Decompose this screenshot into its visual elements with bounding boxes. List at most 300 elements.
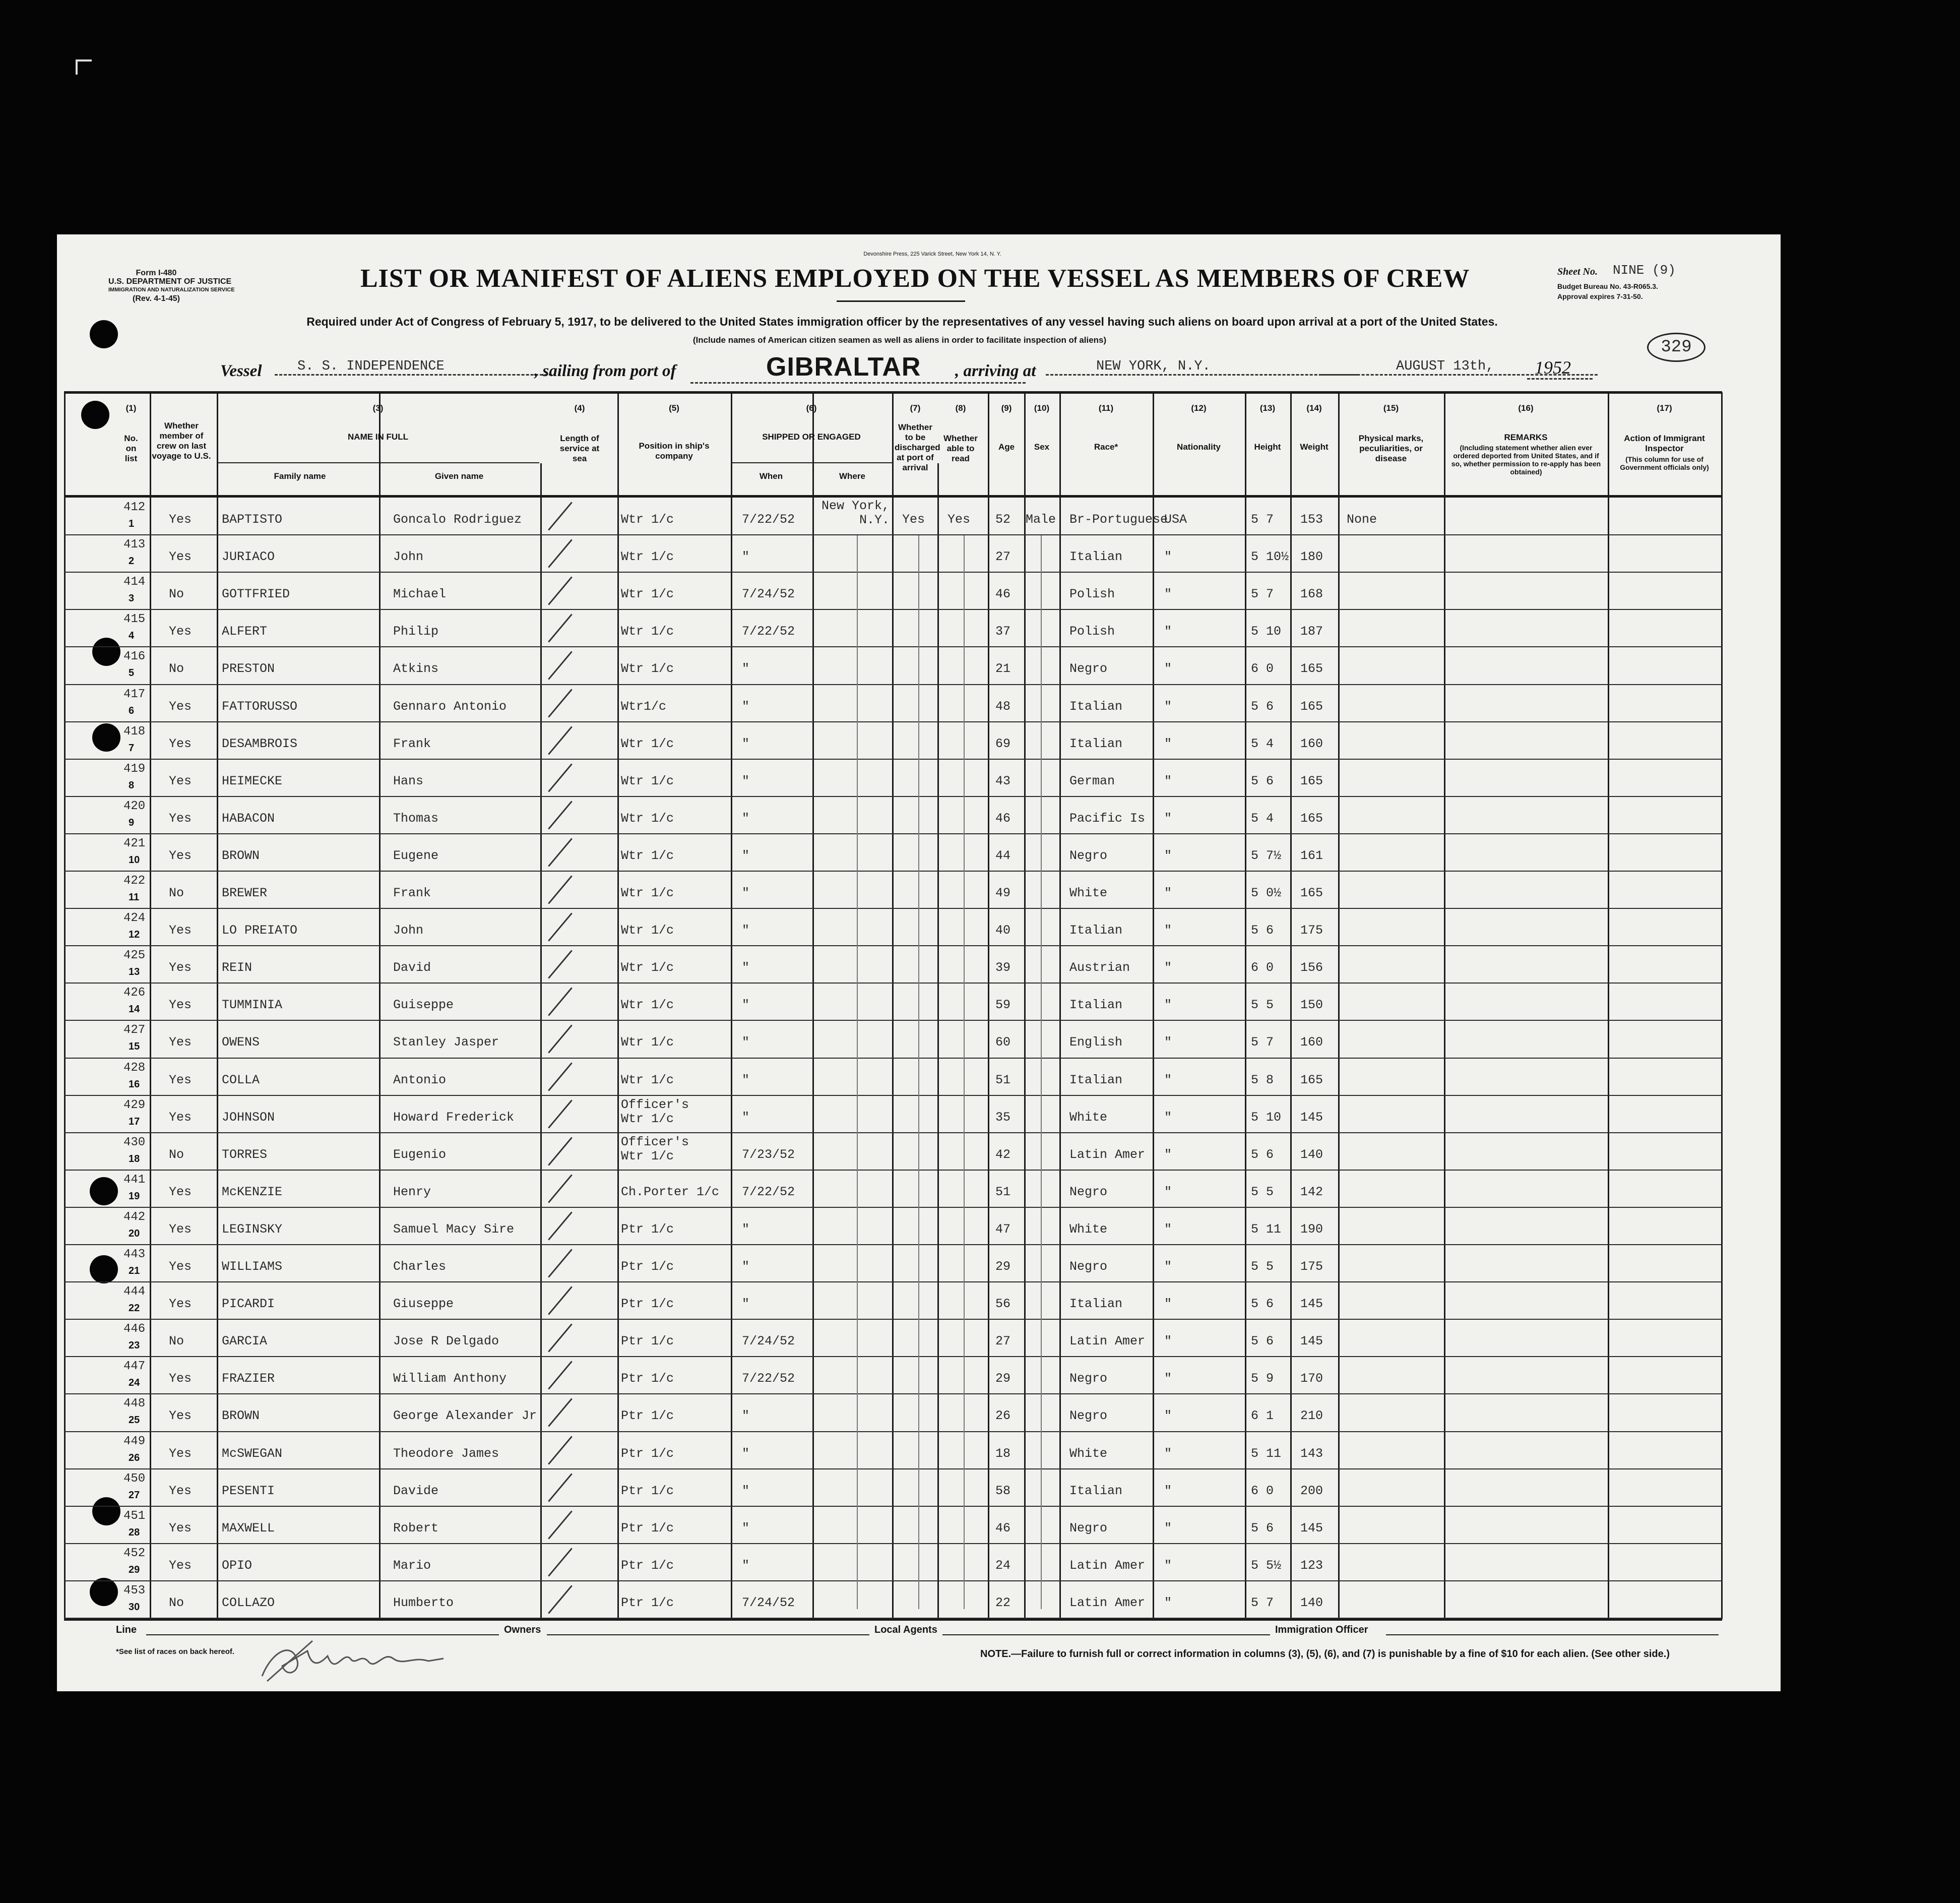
sailing-label: , sailing from port of bbox=[534, 362, 676, 380]
col-12-label: Nationality bbox=[1177, 442, 1221, 452]
cell-nationality: " bbox=[1164, 1110, 1172, 1125]
col-1-number: (1) bbox=[125, 403, 137, 413]
cell-line: 2 bbox=[129, 556, 135, 567]
row-rule bbox=[64, 1580, 1722, 1581]
cell-position: Ptr 1/c bbox=[621, 1558, 674, 1573]
col-4-label: Length of service at sea bbox=[559, 434, 600, 463]
cell-when: 7/22/52 bbox=[742, 1371, 795, 1386]
cell-position: Ptr 1/c bbox=[621, 1259, 674, 1274]
cell-age: 49 bbox=[995, 886, 1011, 900]
cell-nationality: " bbox=[1164, 1184, 1172, 1199]
cell-when: " bbox=[742, 1297, 750, 1312]
cell-line: 1 bbox=[129, 518, 135, 529]
col-8-label: Whether able to read bbox=[943, 434, 978, 463]
cell-line: 16 bbox=[129, 1078, 140, 1090]
cell-weight: 140 bbox=[1300, 1147, 1323, 1162]
cell-list: 412 bbox=[123, 501, 146, 514]
punch-hole bbox=[90, 320, 118, 348]
cell-position: Wtr 1/c bbox=[621, 923, 674, 938]
cell-where: New York, N.Y. bbox=[821, 499, 890, 527]
cell-family: REIN bbox=[222, 960, 252, 975]
budget-number: Budget Bureau No. 43-R065.3. bbox=[1557, 282, 1658, 290]
printer-line: Devonshire Press, 225 Varick Street, New York 14, N. Y. bbox=[863, 251, 1001, 257]
cell-weight: 165 bbox=[1300, 1072, 1323, 1087]
col-10-number: (10) bbox=[1034, 403, 1050, 413]
column-rule bbox=[1245, 392, 1246, 1619]
cell-line: 29 bbox=[129, 1564, 140, 1575]
cell-line: 22 bbox=[129, 1303, 140, 1314]
cell-race: Pacific Is bbox=[1069, 811, 1146, 826]
cell-crew: Yes bbox=[169, 699, 192, 714]
arrival-date: AUGUST 13th, bbox=[1320, 359, 1598, 376]
cell-nationality: " bbox=[1164, 1221, 1172, 1237]
cell-race: Italian bbox=[1069, 549, 1123, 565]
cell-age: 51 bbox=[995, 1072, 1011, 1087]
cell-weight: 165 bbox=[1300, 811, 1323, 826]
cell-age: 22 bbox=[995, 1595, 1011, 1610]
cell-when: " bbox=[742, 998, 750, 1013]
cell-height: 5 11 bbox=[1251, 1446, 1282, 1461]
cell-crew: Yes bbox=[169, 1259, 192, 1274]
cell-when: 7/24/52 bbox=[742, 1334, 795, 1349]
column-rule bbox=[1444, 392, 1445, 1619]
cell-given: Henry bbox=[393, 1184, 431, 1199]
cell-position: Wtr 1/c bbox=[621, 512, 674, 527]
col-16-number: (16) bbox=[1518, 403, 1534, 413]
punch-hole bbox=[81, 401, 109, 429]
cell-family: JOHNSON bbox=[222, 1110, 275, 1125]
cell-crew: Yes bbox=[169, 848, 192, 863]
col-16-label: REMARKS bbox=[1504, 433, 1548, 442]
cell-race: English bbox=[1069, 1035, 1123, 1050]
arrival-port: NEW YORK, N.Y. bbox=[1046, 359, 1358, 376]
cell-when: " bbox=[742, 1520, 750, 1536]
cell-list: 430 bbox=[123, 1135, 146, 1149]
column-rule bbox=[1721, 392, 1723, 1619]
sheet-label: Sheet No. bbox=[1557, 266, 1598, 277]
col-7-label: Whether to be discharged at port of arrival bbox=[895, 422, 940, 472]
punch-hole bbox=[90, 1177, 118, 1205]
cell-position: Wtr 1/c bbox=[621, 624, 674, 639]
cell-weight: 145 bbox=[1300, 1334, 1323, 1349]
cell-discharged: Yes bbox=[902, 512, 925, 527]
cell-family: MAXWELL bbox=[222, 1520, 275, 1536]
cell-nationality: " bbox=[1164, 773, 1172, 788]
col-9-label: Age bbox=[998, 442, 1015, 452]
cell-position: Ptr 1/c bbox=[621, 1297, 674, 1312]
cell-weight: 200 bbox=[1300, 1483, 1323, 1498]
cell-given: Frank bbox=[393, 886, 431, 900]
column-rule bbox=[1290, 392, 1292, 1619]
cell-given: Jose R Delgado bbox=[393, 1334, 499, 1349]
cell-position: Wtr 1/c bbox=[621, 998, 674, 1013]
cell-nationality: " bbox=[1164, 848, 1172, 863]
column-rule bbox=[64, 392, 66, 1619]
cell-race: Italian bbox=[1069, 1483, 1123, 1498]
cell-crew: Yes bbox=[169, 1483, 192, 1498]
cell-position: Wtr 1/c bbox=[621, 736, 674, 751]
cell-age: 37 bbox=[995, 624, 1011, 639]
cell-height: 5 10 bbox=[1251, 1110, 1282, 1125]
cell-race: Negro bbox=[1069, 1408, 1108, 1424]
cell-when: " bbox=[742, 1259, 750, 1274]
cell-height: 5 4 bbox=[1251, 736, 1274, 751]
cell-read: Yes bbox=[947, 512, 971, 527]
cell-given: Humberto bbox=[393, 1595, 454, 1610]
column-rule bbox=[1024, 392, 1026, 1619]
column-rule bbox=[1608, 392, 1609, 1619]
cell-line: 14 bbox=[129, 1004, 140, 1015]
cell-race: Negro bbox=[1069, 1259, 1108, 1274]
cell-position: Ptr 1/c bbox=[621, 1595, 674, 1610]
cell-line: 27 bbox=[129, 1489, 140, 1501]
footer-owners-label: Owners bbox=[504, 1624, 541, 1635]
punch-hole bbox=[90, 1578, 118, 1606]
subcolumn-rule bbox=[379, 463, 381, 1619]
cell-given: Eugenio bbox=[393, 1147, 447, 1162]
cell-age: 26 bbox=[995, 1408, 1011, 1424]
cell-line: 5 bbox=[129, 667, 135, 679]
cell-family: COLLA bbox=[222, 1072, 260, 1087]
approval-expiry: Approval expires 7-31-50. bbox=[1557, 292, 1643, 300]
cell-race: White bbox=[1069, 1110, 1108, 1125]
cell-given: Samuel Macy Sire bbox=[393, 1221, 515, 1237]
sailing-port: GIBRALTAR bbox=[690, 352, 1026, 384]
cell-family: BROWN bbox=[222, 1408, 260, 1424]
cell-when: " bbox=[742, 1483, 750, 1498]
row-rule bbox=[64, 1281, 1722, 1282]
cell-position: Wtr 1/c bbox=[621, 811, 674, 826]
cell-age: 24 bbox=[995, 1558, 1011, 1573]
cell-sex: Male bbox=[1026, 512, 1056, 527]
cell-list: 425 bbox=[123, 949, 146, 963]
cell-race: Italian bbox=[1069, 998, 1123, 1013]
cell-weight: 175 bbox=[1300, 1259, 1323, 1274]
cell-weight: 165 bbox=[1300, 886, 1323, 900]
cell-list: 418 bbox=[123, 724, 146, 739]
cell-nationality: " bbox=[1164, 923, 1172, 938]
col-17-sub-label: (This column for use of Government officials only) bbox=[1620, 455, 1709, 471]
cell-when: " bbox=[742, 886, 750, 900]
cell-crew: Yes bbox=[169, 1408, 192, 1424]
cell-weight: 123 bbox=[1300, 1558, 1323, 1573]
footer-agents-rule bbox=[547, 1634, 869, 1635]
cell-family: COLLAZO bbox=[222, 1595, 275, 1610]
row-rule bbox=[64, 1618, 1722, 1619]
col-6-label: SHIPPED OR ENGAGED bbox=[762, 432, 861, 442]
cell-family: McSWEGAN bbox=[222, 1446, 283, 1461]
row-rule bbox=[64, 1506, 1722, 1507]
col-7-number: (7) bbox=[910, 403, 921, 413]
cell-crew: Yes bbox=[169, 549, 192, 565]
races-note: *See list of races on back hereof. bbox=[116, 1647, 235, 1656]
cell-when: " bbox=[742, 736, 750, 751]
cell-given: Robert bbox=[393, 1520, 439, 1536]
cell-weight: 140 bbox=[1300, 1595, 1323, 1610]
cell-crew: Yes bbox=[169, 1297, 192, 1312]
cell-nationality: " bbox=[1164, 1147, 1172, 1162]
cell-given: Guiseppe bbox=[393, 998, 454, 1013]
cell-when: " bbox=[742, 699, 750, 714]
cell-given: William Anthony bbox=[393, 1371, 507, 1386]
cell-height: 5 5½ bbox=[1251, 1558, 1282, 1573]
col-15-label: Physical marks, peculiarities, or disease bbox=[1358, 434, 1424, 463]
col-11-label: Race* bbox=[1094, 442, 1118, 452]
cell-height: 5 6 bbox=[1251, 773, 1274, 788]
row-rule bbox=[64, 1393, 1722, 1394]
row-rule bbox=[64, 721, 1722, 722]
row-rule bbox=[64, 796, 1722, 797]
cell-family: PRESTON bbox=[222, 661, 275, 677]
cell-position: Wtr 1/c bbox=[621, 848, 674, 863]
cell-weight: 165 bbox=[1300, 773, 1323, 788]
cell-list: 421 bbox=[123, 836, 146, 850]
cell-given: Eugene bbox=[393, 848, 439, 863]
column-rule bbox=[617, 392, 619, 1619]
cell-given: Thomas bbox=[393, 811, 439, 826]
cell-list: 448 bbox=[123, 1397, 146, 1411]
col-17-label: Action of Immigrant Inspector bbox=[1624, 434, 1705, 453]
col-3-label: NAME IN FULL bbox=[348, 432, 408, 442]
cell-list: 428 bbox=[123, 1061, 146, 1075]
cell-height: 6 0 bbox=[1251, 661, 1274, 677]
cell-line: 25 bbox=[129, 1415, 140, 1426]
row-rule bbox=[64, 572, 1722, 573]
cell-crew: No bbox=[169, 886, 184, 900]
cell-nationality: " bbox=[1164, 587, 1172, 602]
cell-when: 7/24/52 bbox=[742, 1595, 795, 1610]
cell-list: 419 bbox=[123, 762, 146, 776]
cell-weight: 190 bbox=[1300, 1221, 1323, 1237]
ditto-line bbox=[918, 535, 919, 1609]
footer-officer-rule bbox=[942, 1634, 1270, 1635]
cell-age: 60 bbox=[995, 1035, 1011, 1050]
cell-line: 6 bbox=[129, 705, 135, 716]
cell-position: Wtr 1/c bbox=[621, 1035, 674, 1050]
column-rule bbox=[1338, 392, 1340, 1619]
cell-list: 447 bbox=[123, 1360, 146, 1374]
cell-nationality: " bbox=[1164, 1558, 1172, 1573]
cell-age: 46 bbox=[995, 1520, 1011, 1536]
cell-nationality: " bbox=[1164, 811, 1172, 826]
column-rule bbox=[731, 392, 732, 1619]
cell-crew: Yes bbox=[169, 1221, 192, 1237]
cell-age: 52 bbox=[995, 512, 1011, 527]
cell-weight: 180 bbox=[1300, 549, 1323, 565]
cell-line: 4 bbox=[129, 630, 135, 642]
cell-weight: 160 bbox=[1300, 1035, 1323, 1050]
row-rule bbox=[64, 609, 1722, 610]
punch-hole bbox=[92, 638, 120, 666]
cell-when: " bbox=[742, 661, 750, 677]
cell-family: JURIACO bbox=[222, 549, 275, 565]
cell-nationality: " bbox=[1164, 1520, 1172, 1536]
footer-end-rule bbox=[1386, 1634, 1719, 1635]
form-info: Form I-480 U.S. DEPARTMENT OF JUSTICE IMMIGRATION AND NATURALIZATION SERVICE (Rev. 4-1-45) bbox=[108, 269, 235, 303]
cell-height: 5 7 bbox=[1251, 1035, 1274, 1050]
cell-race: Negro bbox=[1069, 1371, 1108, 1386]
col-5-label: Position in ship's company bbox=[639, 441, 710, 461]
cell-race: German bbox=[1069, 773, 1115, 788]
cell-height: 5 8 bbox=[1251, 1072, 1274, 1087]
cell-height: 6 1 bbox=[1251, 1408, 1274, 1424]
cell-age: 39 bbox=[995, 960, 1011, 975]
cell-given: Michael bbox=[393, 587, 447, 602]
cell-crew: Yes bbox=[169, 1446, 192, 1461]
cell-list: 453 bbox=[123, 1583, 146, 1598]
cell-list: 451 bbox=[123, 1509, 146, 1523]
cell-height: 5 5 bbox=[1251, 1184, 1274, 1199]
cell-given: Charles bbox=[393, 1259, 447, 1274]
cell-family: OWENS bbox=[222, 1035, 260, 1050]
cell-when: 7/22/52 bbox=[742, 1184, 795, 1199]
cell-height: 5 0½ bbox=[1251, 886, 1282, 900]
cell-list: 450 bbox=[123, 1471, 146, 1486]
cell-race: Br-Portuguese bbox=[1069, 512, 1168, 527]
cell-line: 17 bbox=[129, 1116, 140, 1127]
cell-when: 7/22/52 bbox=[742, 512, 795, 527]
column-rule bbox=[217, 392, 218, 1619]
cell-crew: Yes bbox=[169, 1558, 192, 1573]
cell-age: 44 bbox=[995, 848, 1011, 863]
cell-line: 9 bbox=[129, 817, 135, 828]
cell-age: 40 bbox=[995, 923, 1011, 938]
cell-line: 18 bbox=[129, 1153, 140, 1164]
cell-crew: Yes bbox=[169, 1110, 192, 1125]
cell-line: 30 bbox=[129, 1601, 140, 1613]
column-rule bbox=[540, 463, 542, 1619]
cell-height: 5 6 bbox=[1251, 923, 1274, 938]
cell-height: 5 6 bbox=[1251, 1520, 1274, 1536]
shipped-subheader-rule bbox=[731, 462, 892, 463]
cell-age: 21 bbox=[995, 661, 1011, 677]
row-rule bbox=[64, 684, 1722, 685]
row-rule bbox=[64, 1095, 1722, 1096]
cell-family: LO PREIATO bbox=[222, 923, 298, 938]
cell-age: 27 bbox=[995, 549, 1011, 565]
cell-when: " bbox=[742, 811, 750, 826]
cell-race: White bbox=[1069, 1446, 1108, 1461]
column-rule bbox=[1059, 392, 1061, 1619]
row-rule bbox=[64, 1431, 1722, 1432]
cell-crew: No bbox=[169, 1147, 184, 1162]
cell-list: 443 bbox=[123, 1248, 146, 1261]
cell-family: TUMMINIA bbox=[222, 998, 283, 1013]
cell-race: Italian bbox=[1069, 1297, 1123, 1312]
cell-age: 58 bbox=[995, 1483, 1011, 1498]
footer-local-agents-label: Local Agents bbox=[874, 1624, 937, 1635]
cell-given: Philip bbox=[393, 624, 439, 639]
col-15-number: (15) bbox=[1383, 403, 1399, 413]
cell-position: Wtr 1/c bbox=[621, 960, 674, 975]
cell-age: 51 bbox=[995, 1184, 1011, 1199]
cell-weight: 165 bbox=[1300, 699, 1323, 714]
cell-line: 28 bbox=[129, 1526, 140, 1538]
row-rule bbox=[64, 1244, 1722, 1245]
cell-nationality: " bbox=[1164, 736, 1172, 751]
row-rule bbox=[64, 646, 1722, 647]
cell-family: DESAMBROIS bbox=[222, 736, 298, 751]
row-rule bbox=[64, 759, 1722, 760]
cell-list: 420 bbox=[123, 799, 146, 813]
cell-nationality: " bbox=[1164, 1297, 1172, 1312]
cell-list: 444 bbox=[123, 1285, 146, 1299]
cell-weight: 145 bbox=[1300, 1520, 1323, 1536]
cell-family: OPIO bbox=[222, 1558, 252, 1573]
col-14-label: Weight bbox=[1300, 442, 1329, 452]
cell-when: " bbox=[742, 1408, 750, 1424]
signature bbox=[252, 1631, 464, 1691]
cell-height: 5 10 bbox=[1251, 624, 1282, 639]
cell-nationality: " bbox=[1164, 1072, 1172, 1087]
row-rule bbox=[64, 1020, 1722, 1021]
cell-race: Latin Amer bbox=[1069, 1595, 1146, 1610]
cell-family: McKENZIE bbox=[222, 1184, 283, 1199]
cell-when: " bbox=[742, 1110, 750, 1125]
cell-when: " bbox=[742, 960, 750, 975]
cell-weight: 165 bbox=[1300, 661, 1323, 677]
cell-nationality: " bbox=[1164, 1334, 1172, 1349]
cell-nationality: " bbox=[1164, 661, 1172, 677]
cell-family: WILLIAMS bbox=[222, 1259, 283, 1274]
cell-race: Italian bbox=[1069, 923, 1123, 938]
cell-line: 11 bbox=[129, 892, 140, 903]
cell-line: 8 bbox=[129, 779, 135, 791]
stamp-number: 329 bbox=[1647, 333, 1705, 362]
title-rule bbox=[837, 300, 965, 302]
cell-when: " bbox=[742, 1035, 750, 1050]
cell-weight: 145 bbox=[1300, 1110, 1323, 1125]
cell-weight: 161 bbox=[1300, 848, 1323, 863]
col-5-number: (5) bbox=[669, 403, 679, 413]
subcolumn-rule bbox=[812, 463, 814, 1619]
cell-position: Wtr1/c bbox=[621, 699, 667, 714]
cell-list: 414 bbox=[123, 575, 146, 589]
cell-height: 5 7½ bbox=[1251, 848, 1282, 863]
cell-weight: 168 bbox=[1300, 587, 1323, 602]
cell-list: 417 bbox=[123, 687, 146, 701]
col-10-label: Sex bbox=[1034, 442, 1050, 452]
cell-family: BROWN bbox=[222, 848, 260, 863]
col-17-number: (17) bbox=[1657, 403, 1672, 413]
cell-given: Giuseppe bbox=[393, 1297, 454, 1312]
corner-mark bbox=[76, 59, 92, 75]
row-rule bbox=[64, 833, 1722, 834]
cell-age: 69 bbox=[995, 736, 1011, 751]
cell-race: White bbox=[1069, 1221, 1108, 1237]
cell-nationality: USA bbox=[1164, 512, 1187, 527]
row-rule bbox=[64, 1468, 1722, 1469]
cell-crew: Yes bbox=[169, 1520, 192, 1536]
row-rule bbox=[64, 1207, 1722, 1208]
cell-position: Officer's Wtr 1/c bbox=[621, 1097, 689, 1126]
cell-race: Latin Amer bbox=[1069, 1147, 1146, 1162]
cell-position: Wtr 1/c bbox=[621, 773, 674, 788]
cell-height: 5 10½ bbox=[1251, 549, 1289, 565]
cell-position: Wtr 1/c bbox=[621, 661, 674, 677]
cell-when: 7/22/52 bbox=[742, 624, 795, 639]
cell-race: Italian bbox=[1069, 1072, 1123, 1087]
cell-nationality: " bbox=[1164, 960, 1172, 975]
footer-line-label: Line bbox=[116, 1624, 137, 1635]
cell-crew: No bbox=[169, 661, 184, 677]
cell-position: Wtr 1/c bbox=[621, 886, 674, 900]
cell-when: " bbox=[742, 1446, 750, 1461]
cell-nationality: " bbox=[1164, 1446, 1172, 1461]
cell-race: Negro bbox=[1069, 1520, 1108, 1536]
cell-weight: 143 bbox=[1300, 1446, 1323, 1461]
cell-weight: 210 bbox=[1300, 1408, 1323, 1424]
